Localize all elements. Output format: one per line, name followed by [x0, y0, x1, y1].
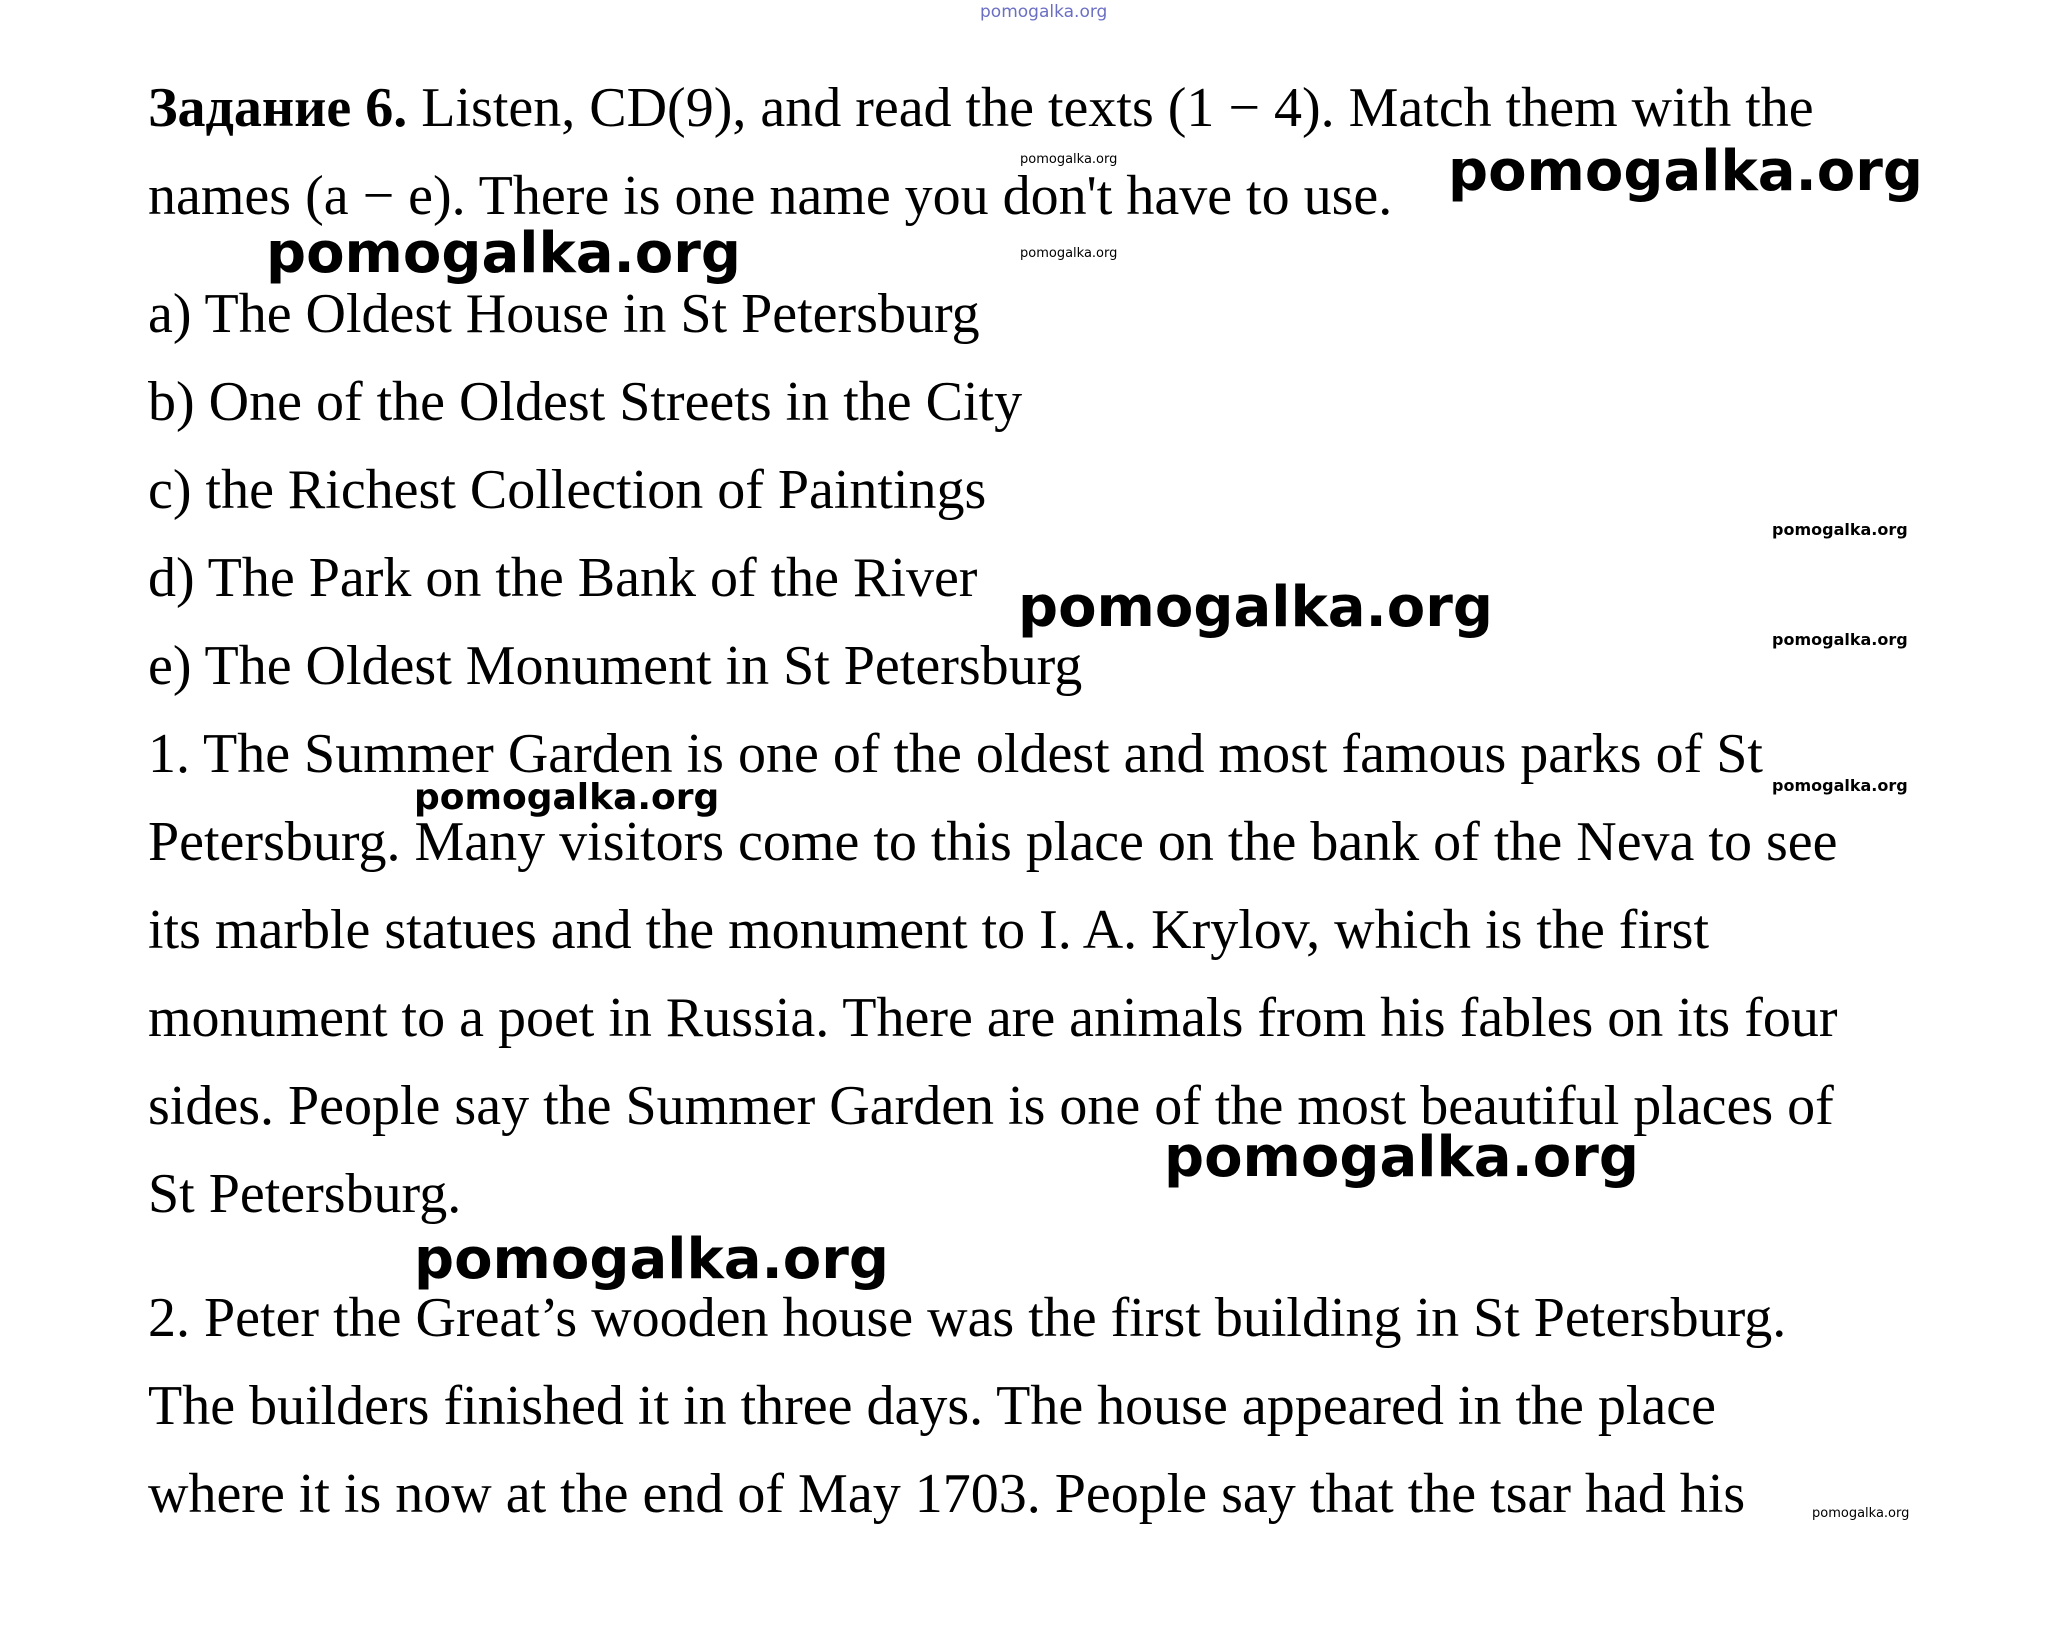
task-header-line-2: names (a − e). There is one name you don't have to use.	[148, 165, 1393, 227]
option-d: d) The Park on the Bank of the River	[148, 547, 978, 609]
watermark-small: pomogalka.org	[1772, 776, 1908, 795]
watermark-small: pomogalka.org	[1020, 152, 1118, 167]
option-a: a) The Oldest House in St Petersburg	[148, 283, 980, 345]
watermark-top: pomogalka.org	[980, 2, 1108, 22]
watermark-small: pomogalka.org	[1020, 246, 1118, 261]
watermark-medium: pomogalka.org	[414, 777, 720, 818]
text1-line: sides. People say the Summer Garden is one of the most beautiful places of	[148, 1075, 1834, 1137]
text2-line: 2. Peter the Great’s wooden house was the first building in St Petersburg.	[148, 1287, 1787, 1349]
text2-line: where it is now at the end of May 1703. People say that the tsar had his	[148, 1463, 1746, 1525]
watermark-big: pomogalka.org	[1018, 575, 1493, 640]
task-header-line-1	[148, 76, 1814, 140]
watermark-small: pomogalka.org	[1812, 1506, 1910, 1521]
watermark-small: pomogalka.org	[1772, 520, 1908, 539]
text1-line: monument to a poet in Russia. There are animals from his fables on its four	[148, 987, 1838, 1049]
option-e: e) The Oldest Monument in St Petersburg	[148, 635, 1083, 697]
watermark-small: pomogalka.org	[1772, 630, 1908, 649]
watermark-big: pomogalka.org	[266, 221, 741, 286]
option-c: c) the Richest Collection of Paintings	[148, 459, 987, 521]
option-b: b) One of the Oldest Streets in the City	[148, 371, 1023, 433]
text1-line: St Petersburg.	[148, 1163, 462, 1225]
watermark-big: pomogalka.org	[1448, 139, 1923, 204]
text1-line: Petersburg. Many visitors come to this place on the bank of the Neva to see	[148, 811, 1838, 873]
text1-line: 1. The Summer Garden is one of the oldest and most famous parks of St	[148, 723, 1763, 785]
text2-line: The builders finished it in three days. The house appeared in the place	[148, 1375, 1716, 1437]
task-label: Задание 6.	[148, 77, 408, 139]
task-instruction: Listen, CD(9), and read the texts (1 − 4). Match them with the	[407, 77, 1814, 139]
text1-line: its marble statues and the monument to I. A. Krylov, which is the first	[148, 899, 1709, 961]
watermark-big: pomogalka.org	[1164, 1125, 1639, 1190]
watermark-big: pomogalka.org	[414, 1227, 889, 1292]
